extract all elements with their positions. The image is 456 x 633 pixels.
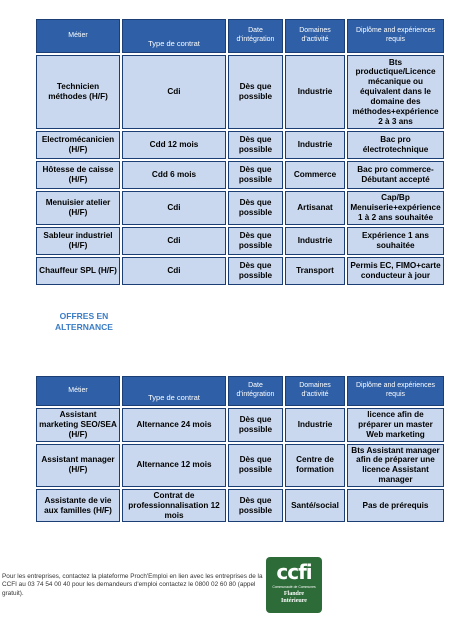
alternance-heading: OFFRES EN ALTERNANCE xyxy=(55,311,113,332)
cell-domaine: Centre de formation xyxy=(285,444,345,487)
cell-date: Dès que possible xyxy=(228,444,283,487)
cell-metier: Hôtesse de caisse (H/F) xyxy=(36,161,120,189)
cell-date: Dès que possible xyxy=(228,489,283,523)
cell-metier: Assistant manager (H/F) xyxy=(36,444,120,487)
cell-diplome: Pas de prérequis xyxy=(347,489,444,523)
table-row xyxy=(36,257,444,285)
cell-date: Dès que possible xyxy=(228,408,283,442)
logo-subtitle: Communauté de Communes xyxy=(272,585,316,589)
cell-metier: Menuisier atelier (H/F) xyxy=(36,191,120,225)
cell-contrat: Cdi xyxy=(122,191,226,225)
header-domaines: Domaines d'activité xyxy=(285,376,345,406)
cell-domaine: Industrie xyxy=(285,408,345,442)
cell-domaine: Artisanat xyxy=(285,191,345,225)
header-diplome: Diplôme and expériences requis xyxy=(347,19,444,53)
logo-name-line1: Flandre xyxy=(283,590,305,597)
cell-contrat: Contrat de professionnalisation 12 mois xyxy=(122,489,226,523)
table-header-row xyxy=(36,19,444,53)
header-date: Date d'intégration xyxy=(228,19,283,53)
table-row xyxy=(36,489,444,523)
cell-diplome: Cap/Bp Menuiserie+expérience 1 à 2 ans souhaitée xyxy=(347,191,444,225)
cell-contrat: Cdi xyxy=(122,227,226,255)
cell-diplome: Bac pro électrotechnique xyxy=(347,131,444,159)
header-contrat: Type de contrat xyxy=(122,19,226,53)
cell-contrat: Cdd 12 mois xyxy=(122,131,226,159)
ccfi-logo xyxy=(266,557,322,613)
job-offers-table xyxy=(34,17,446,287)
logo-mark: ccfi xyxy=(276,560,312,584)
cell-date: Dès que possible xyxy=(228,55,283,129)
cell-metier: Assistante de vie aux familles (H/F) xyxy=(36,489,120,523)
cell-diplome: licence afin de préparer un master Web marketing xyxy=(347,408,444,442)
cell-domaine: Commerce xyxy=(285,161,345,189)
header-metier: Métier xyxy=(36,376,120,406)
table-row xyxy=(36,408,444,442)
table-row xyxy=(36,55,444,129)
footer-contact-text: Pour les entreprises, contactez la plateforme Proch'Emploi en lien avec les entreprises de la CCFI au 03 74 54 00 40 pour les demandeurs d'emploi contactez le 0800 02 60 80 (appel gratuit). xyxy=(2,573,263,597)
cell-date: Dès que possible xyxy=(228,131,283,159)
table-row xyxy=(36,444,444,487)
cell-diplome: Permis EC, FIMO+carte conducteur à jour xyxy=(347,257,444,285)
cell-metier: Electromécanicien (H/F) xyxy=(36,131,120,159)
cell-contrat: Cdi xyxy=(122,55,226,129)
cell-date: Dès que possible xyxy=(228,191,283,225)
header-metier: Métier xyxy=(36,19,120,53)
cell-contrat: Alternance 12 mois xyxy=(122,444,226,487)
header-contrat: Type de contrat xyxy=(122,376,226,406)
table-row xyxy=(36,161,444,189)
cell-contrat: Cdi xyxy=(122,257,226,285)
cell-date: Dès que possible xyxy=(228,257,283,285)
cell-contrat: Alternance 24 mois xyxy=(122,408,226,442)
header-date: Date d'intégration xyxy=(228,376,283,406)
cell-metier: Assistant marketing SEO/SEA (H/F) xyxy=(36,408,120,442)
cell-date: Dès que possible xyxy=(228,161,283,189)
header-diplome: Diplôme and expériences requis xyxy=(347,376,444,406)
cell-metier: Chauffeur SPL (H/F) xyxy=(36,257,120,285)
cell-domaine: Transport xyxy=(285,257,345,285)
header-domaines: Domaines d'activité xyxy=(285,19,345,53)
cell-domaine: Santé/social xyxy=(285,489,345,523)
cell-contrat: Cdd 6 mois xyxy=(122,161,226,189)
cell-metier: Technicien méthodes (H/F) xyxy=(36,55,120,129)
cell-domaine: Industrie xyxy=(285,55,345,129)
table-header-row xyxy=(36,376,444,406)
cell-domaine: Industrie xyxy=(285,227,345,255)
cell-metier: Sableur industriel (H/F) xyxy=(36,227,120,255)
table-row xyxy=(36,191,444,225)
cell-date: Dès que possible xyxy=(228,227,283,255)
logo-name-line2: Intérieure xyxy=(281,598,307,605)
cell-diplome: Bts productique/Licence mécanique ou équivalent dans le domaine des méthodes+expérience 2 à 3 ans xyxy=(347,55,444,129)
table-row xyxy=(36,227,444,255)
cell-diplome: Expérience 1 ans souhaitée xyxy=(347,227,444,255)
cell-domaine: Industrie xyxy=(285,131,345,159)
alternance-offers-table xyxy=(34,374,446,524)
cell-diplome: Bts Assistant manager afin de préparer une licence Assistant manager xyxy=(347,444,444,487)
cell-diplome: Bac pro commerce-Débutant accepté xyxy=(347,161,444,189)
table-row xyxy=(36,131,444,159)
